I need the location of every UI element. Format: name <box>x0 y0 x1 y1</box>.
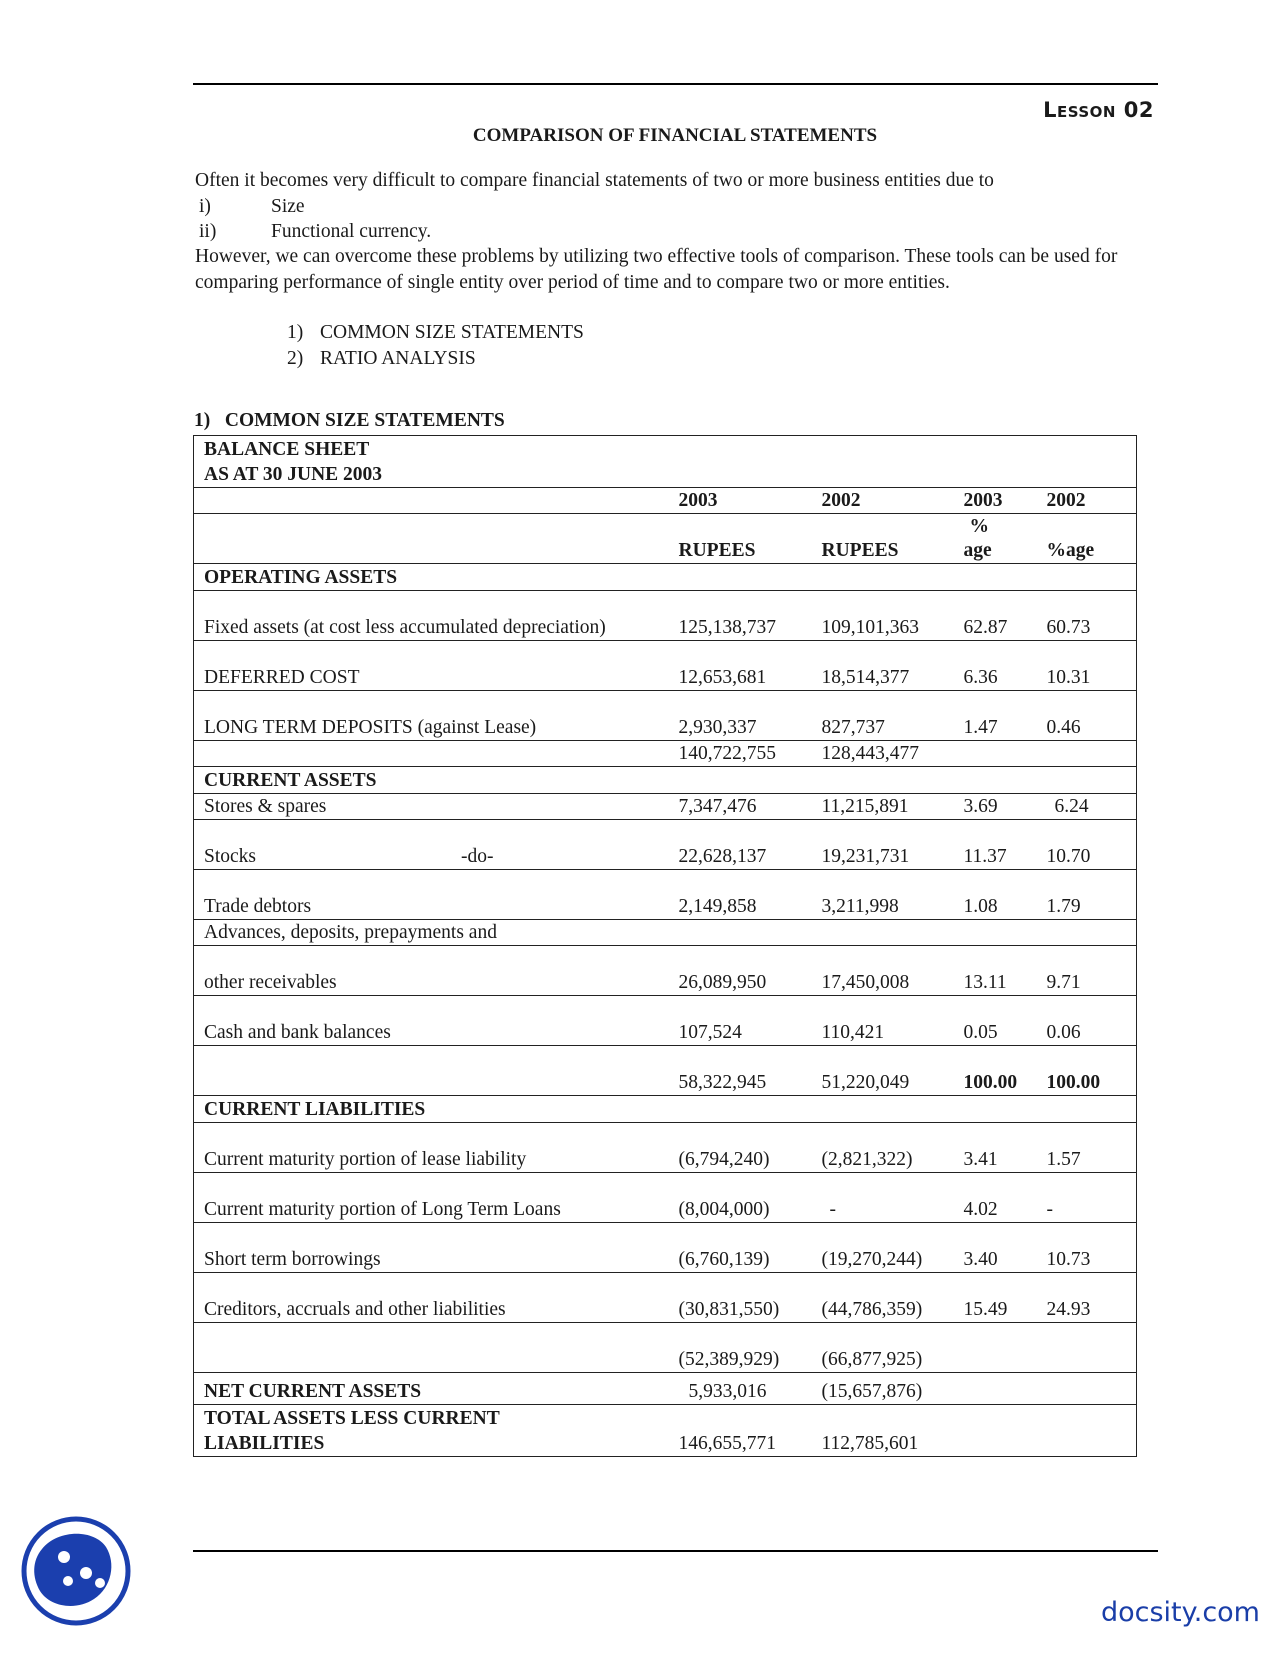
table-row: LONG TERM DEPOSITS (against Lease) 2,930,337 827,737 1.47 0.46 <box>194 691 1137 741</box>
table-row <box>194 1323 1137 1373</box>
table-row: Trade debtors 2,149,858 3,211,998 1.08 1.79 <box>194 870 1137 920</box>
subtotal: (66,877,925) <box>812 1323 954 1373</box>
year-header: 2002 <box>1037 488 1137 514</box>
row-label: Stores & spares <box>194 794 669 820</box>
table-row: Short term borrowings (6,760,139) (19,270,244) 3.40 10.73 <box>194 1223 1137 1273</box>
table-row: Stocks -do- 22,628,137 19,231,731 11.37 10.70 <box>194 820 1137 870</box>
subtotal: 58,322,945 <box>669 1046 812 1096</box>
row-label: LONG TERM DEPOSITS (against Lease) <box>194 691 669 741</box>
intro-line: Often it becomes very difficult to compare financial statements of two or more business entities due to <box>195 170 994 191</box>
year-header: 2003 <box>669 488 812 514</box>
unit-header: RUPEES <box>669 514 812 564</box>
row-label: Advances, deposits, prepayments and <box>194 920 1137 946</box>
unit-age: age <box>963 540 992 561</box>
docsity-logo-icon[interactable] <box>20 1515 132 1627</box>
subtotal: 100.00 <box>954 1046 1037 1096</box>
table-row <box>194 1046 1137 1096</box>
table-heading <box>194 436 1137 488</box>
subtotal: (52,389,929) <box>669 1323 812 1373</box>
table-row: NET CURRENT ASSETS 5,933,016 (15,657,876) <box>194 1373 1137 1405</box>
current-assets-heading: CURRENT ASSETS <box>194 767 1137 794</box>
row-label: other receivables <box>194 946 669 996</box>
tool-num-2: 2) <box>287 348 304 369</box>
table-row <box>194 741 1137 767</box>
top-rule <box>193 83 1158 85</box>
table-row: TOTAL ASSETS LESS CURRENT LIABILITIES 146,655,771 112,785,601 <box>194 1405 1137 1457</box>
enum-text-1: Size <box>271 196 305 217</box>
table-row: Cash and bank balances 107,524 110,421 0.05 0.06 <box>194 996 1137 1046</box>
row-label: TOTAL ASSETS LESS CURRENT LIABILITIES <box>194 1405 669 1457</box>
table-row <box>194 514 1137 564</box>
row-label: Short term borrowings <box>194 1223 669 1273</box>
year-header: 2003 <box>954 488 1037 514</box>
subtotal: 51,220,049 <box>812 1046 954 1096</box>
tool-text-1: COMMON SIZE STATEMENTS <box>320 322 584 343</box>
current-liabilities-heading: CURRENT LIABILITIES <box>194 1096 1137 1123</box>
table-row: Creditors, accruals and other liabilities (30,831,550) (44,786,359) 15.49 24.93 <box>194 1273 1137 1323</box>
pct-symbol: % <box>969 516 989 537</box>
lesson-label: Lesson 02 <box>1043 98 1154 122</box>
table-row <box>194 920 1137 946</box>
tool-text-2: RATIO ANALYSIS <box>320 348 476 369</box>
unit-header: RUPEES <box>812 514 954 564</box>
row-label: Current maturity portion of lease liability <box>194 1123 669 1173</box>
operating-assets-heading: OPERATING ASSETS <box>194 564 1137 591</box>
heading-date: AS AT 30 JUNE 2003 <box>204 464 383 485</box>
row-label: Cash and bank balances <box>194 996 669 1046</box>
table-row <box>194 1096 1137 1123</box>
section-num: 1) <box>194 410 211 431</box>
row-label: NET CURRENT ASSETS <box>194 1373 669 1405</box>
table-row: Fixed assets (at cost less accumulated depreciation) 125,138,737 109,101,363 62.87 60.73 <box>194 591 1137 641</box>
brand-link[interactable]: docsity.com <box>1100 1597 1260 1628</box>
table-row <box>194 436 1137 488</box>
enum-text-2: Functional currency. <box>271 221 432 242</box>
row-label: Trade debtors <box>194 870 669 920</box>
table-row: Current maturity portion of lease liability (6,794,240) (2,821,322) 3.41 1.57 <box>194 1123 1137 1173</box>
row-label: Stocks -do- <box>194 820 669 870</box>
enum-num-2: ii) <box>199 221 217 242</box>
page-title: COMPARISON OF FINANCIAL STATEMENTS <box>472 125 878 146</box>
unit-header <box>954 514 1037 564</box>
row-label: Fixed assets (at cost less accumulated depreciation) <box>194 591 669 641</box>
year-header: 2002 <box>812 488 954 514</box>
bottom-rule <box>193 1550 1158 1552</box>
subtotal: 128,443,477 <box>812 741 954 767</box>
enum-num-1: i) <box>199 196 211 217</box>
table-row <box>194 564 1137 591</box>
section-title: COMMON SIZE STATEMENTS <box>224 410 505 431</box>
table-row: other receivables 26,089,950 17,450,008 13.11 9.71 <box>194 946 1137 996</box>
tool-num-1: 1) <box>287 322 304 343</box>
table-row: Current maturity portion of Long Term Loans (8,004,000) - 4.02 - <box>194 1173 1137 1223</box>
subtotal: 100.00 <box>1037 1046 1137 1096</box>
subtotal: 140,722,755 <box>669 741 812 767</box>
table-row <box>194 767 1137 794</box>
table-row <box>194 488 1137 514</box>
intro-paragraph: However, we can overcome these problems by utilizing two effective tools of comparison. These tools can be used for comparing performance of single entity over period of time and to compare two or more entities. <box>195 246 1118 293</box>
balance-sheet-table <box>193 435 1137 1457</box>
row-label: DEFERRED COST <box>194 641 669 691</box>
section-heading <box>194 410 505 432</box>
table-row: Stores & spares 7,347,476 11,215,891 3.69 6.24 <box>194 794 1137 820</box>
row-label: Creditors, accruals and other liabilities <box>194 1273 669 1323</box>
heading-balance-sheet: BALANCE SHEET <box>204 439 370 460</box>
row-label: Current maturity portion of Long Term Loans <box>194 1173 669 1223</box>
unit-header: %age <box>1037 514 1137 564</box>
table-row: DEFERRED COST 12,653,681 18,514,377 6.36 10.31 <box>194 641 1137 691</box>
